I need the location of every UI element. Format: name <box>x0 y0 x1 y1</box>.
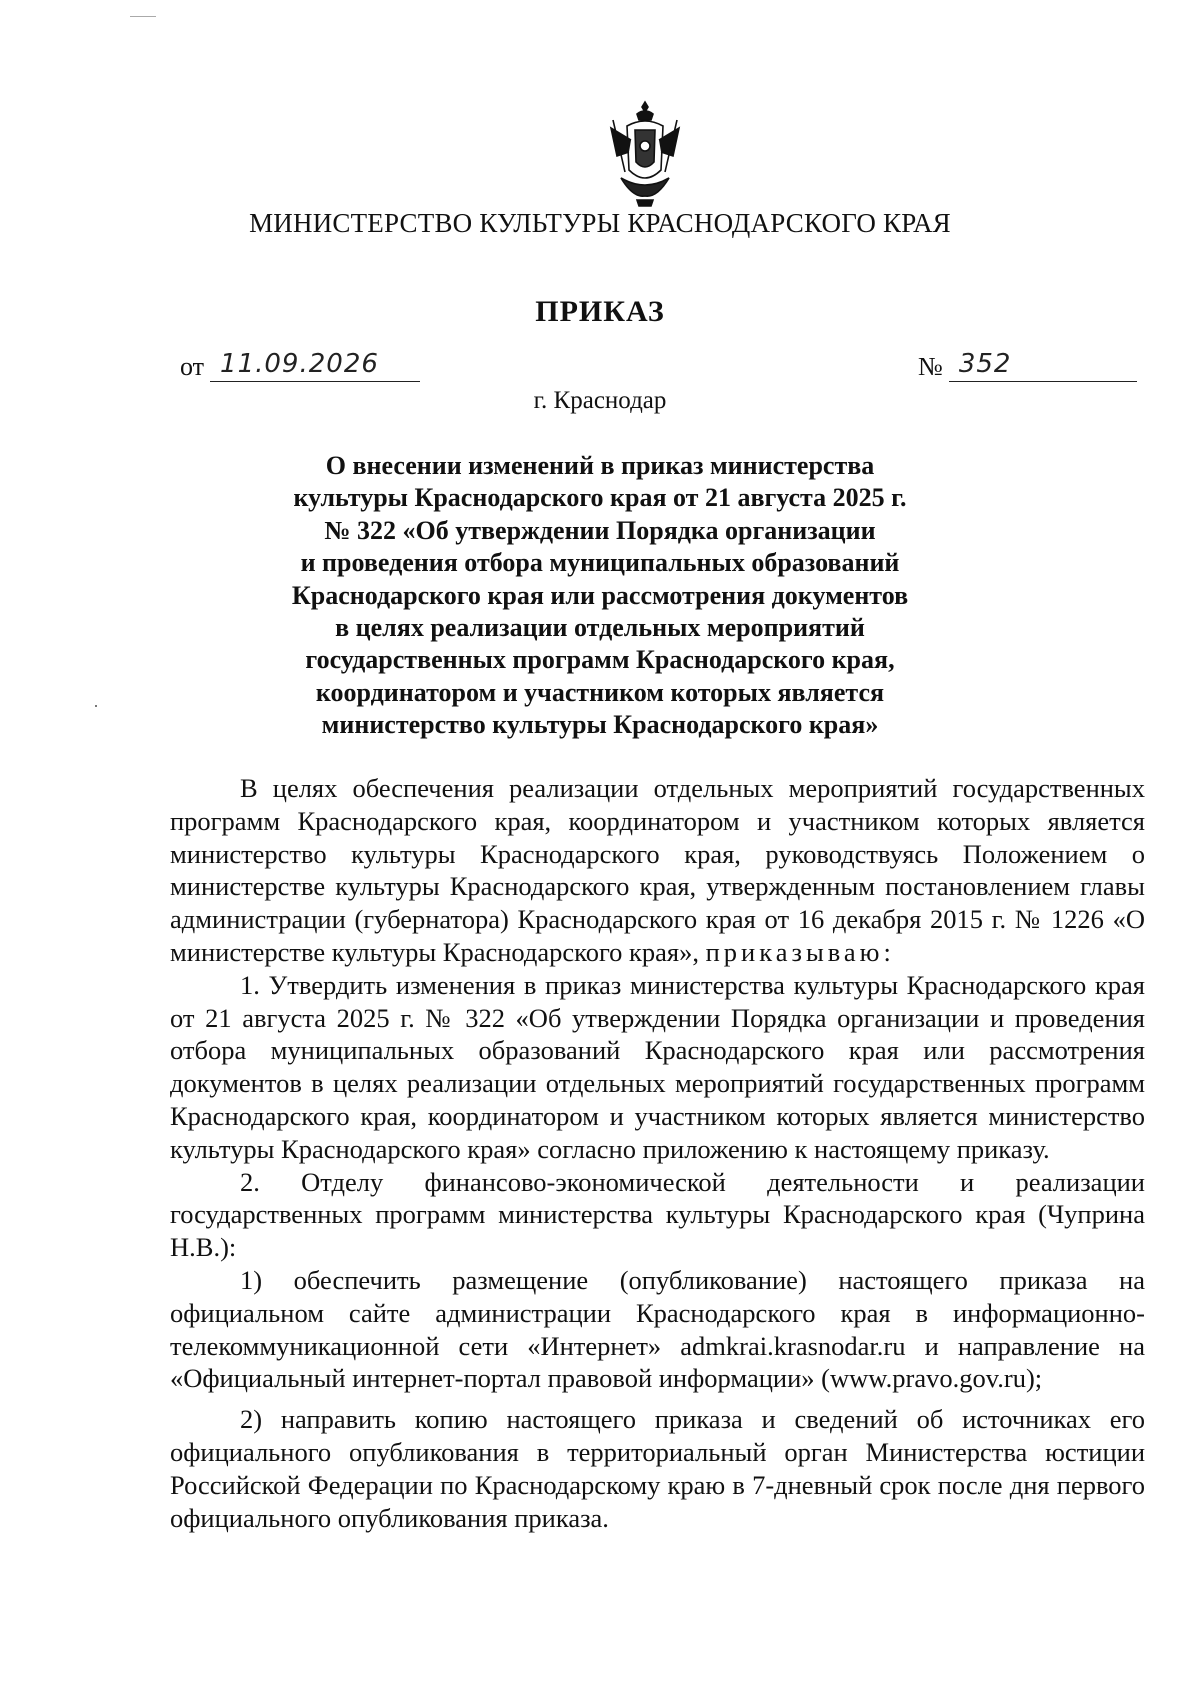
city: г. Краснодар <box>533 387 667 414</box>
date-handwritten: 11.09.2026 <box>220 349 379 379</box>
scan-artifact <box>95 705 97 707</box>
heading-line: культуры Краснодарского края от 21 августа 2025 г. <box>293 483 907 513</box>
heading-line: в целях реализации отдельных мероприятий <box>335 613 865 643</box>
preamble-paragraph <box>170 772 1145 969</box>
number-field <box>918 349 1137 382</box>
number-line <box>949 349 1137 382</box>
heading-line: координатором и участником которых является <box>315 677 885 707</box>
heading-line: министерство культуры Краснодарского края» <box>321 710 879 740</box>
item-2: 2. Отделу финансово-экономической деятельности и реализации государственных программ министерства культуры Краснодарского края (Чуприна Н.В.): <box>170 1166 1145 1263</box>
scan-artifact <box>130 16 156 17</box>
heading-line: и проведения отбора муниципальных образований <box>300 548 900 578</box>
heading-line: государственных программ Краснодарского края, <box>305 645 895 675</box>
order-word: приказываю: <box>705 936 895 967</box>
item-1: 1. Утвердить изменения в приказ министерства культуры Краснодарского края от 21 августа 2025 г. № 322 «Об утверждении Порядка организации и проведения отбора муниципальных образований Краснодарского края или рассмотрения документов в целях реализации отдельных мероприятий государственных программ Краснодарского края, координатором и участником которых является министерство культуры Краснодарского края» согласно приложению к настоящему приказу. <box>170 969 1145 1164</box>
item-2-2: 2) направить копию настоящего приказа и сведений об источниках его официального опубликования в территориальный орган Министерства юстиции Российской Федерации по Краснодарскому краю в 7-дневный срок после дня первого официального опубликования приказа. <box>170 1404 1145 1533</box>
heading-line: Краснодарского края или рассмотрения документов <box>291 580 909 610</box>
date-field <box>180 349 420 382</box>
date-line <box>210 349 420 382</box>
coat-of-arms-icon <box>607 100 683 208</box>
date-prefix: от <box>180 352 205 381</box>
ministry-name: МИНИСТЕРСТВО КУЛЬТУРЫ КРАСНОДАРСКОГО КРАЯ <box>249 208 951 238</box>
preamble-text: В целях обеспечения реализации отдельных мероприятий государственных программ Краснодарского края, координатором и участником которых является министерство культуры Краснодарского края, руководствуясь Положением о министерстве культуры Краснодарского края, утвержденным постановлением главы администрации (губернатора) Краснодарского края от 16 декабря 2015 г. № 1226 «О министерстве культуры Краснодарского края», <box>170 773 1145 967</box>
document-heading <box>170 450 1030 742</box>
number-handwritten: 352 <box>958 349 1012 379</box>
document-type: ПРИКАЗ <box>535 295 665 328</box>
document-body <box>170 772 1145 1534</box>
item-2-1: 1) обеспечить размещение (опубликование) настоящего приказа на официальном сайте администрации Краснодарского края в информационно-телекоммуникационной сети «Интернет» admkrai.krasnodar.ru и направление на «Официальный интернет-портал правовой информации» (www.pravo.gov.ru); <box>170 1264 1145 1394</box>
heading-line: О внесении изменений в приказ министерства <box>325 451 875 480</box>
number-prefix: № <box>918 352 943 381</box>
heading-line: № 322 «Об утверждении Порядка организации <box>324 515 876 545</box>
